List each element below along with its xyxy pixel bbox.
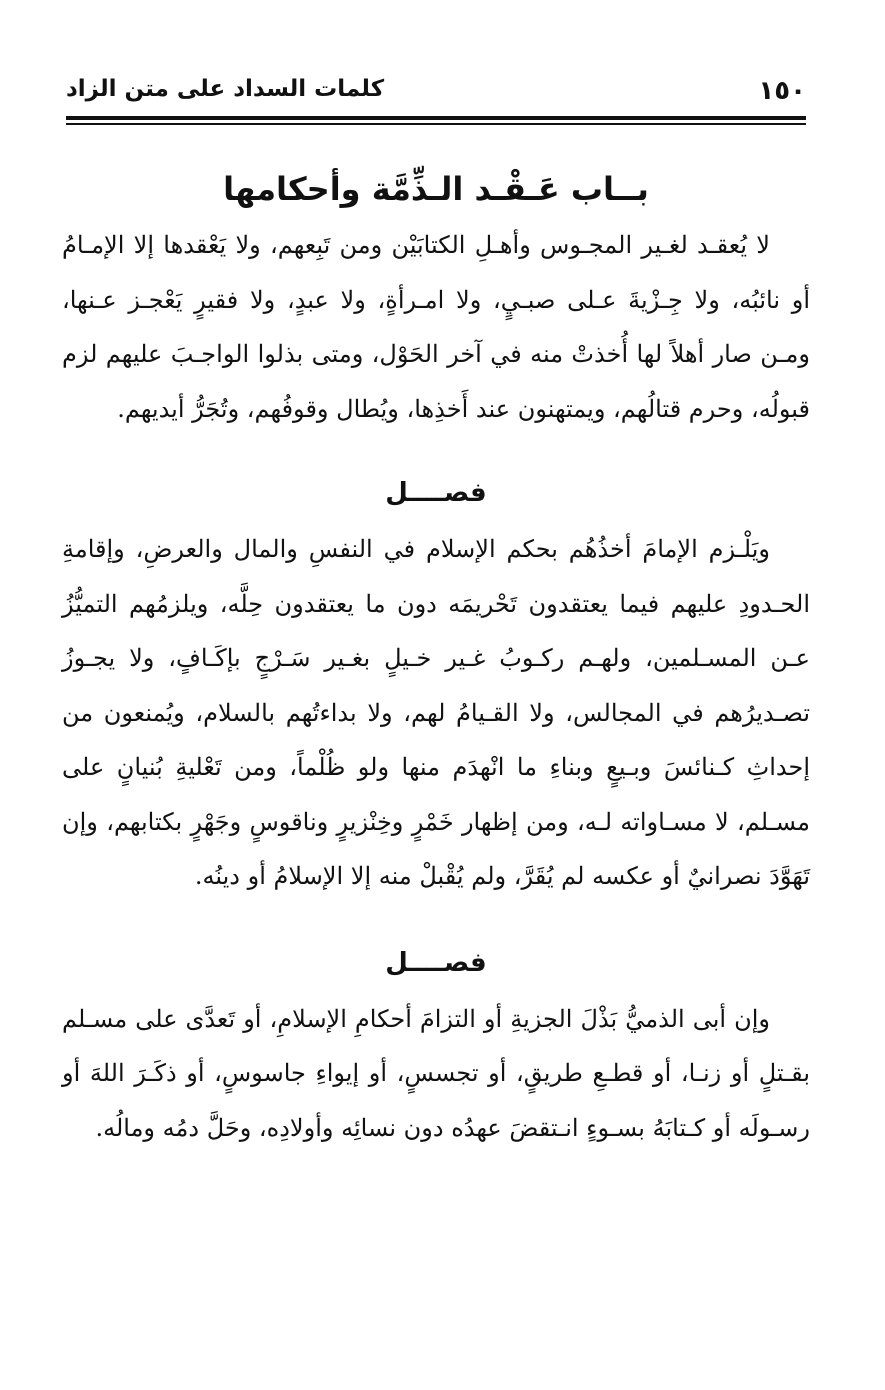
running-title: كلمات السداد على متن الزاد: [66, 76, 385, 102]
page-number: ١٥٠: [758, 76, 806, 106]
header-rule-thin: [66, 123, 806, 125]
section-gap: [62, 436, 810, 464]
section-2-paragraph: وإن أبى الذميُّ بَذْلَ الجزيةِ أو التزامَ أحكامِ الإسلامِ، أو تَعدَّى على مسـلم بقـتلٍ أو زنـا، أو قطـعِ طريقٍ، أو تجسسٍ، أو إيواءِ جاسوسٍ، أو ذكَـرَ اللهَ أو رسـولَه أو كـتابَهُ بسـوءٍ انـتقضَ عهدُه دون نسائِه وأولادِه، وحَلَّ دمُه ومالُه.: [62, 1004, 811, 1142]
section-2-title: فصــــل: [385, 947, 487, 978]
page-header: [66, 70, 806, 112]
section-1-title: فصــــل: [385, 478, 487, 508]
chapter-paragraph: لا يُعقـد لغـير المجـوس وأهـلِ الكتابَيْن ومن تَبِعهم، ولا يَعْقدها إلا الإمـامُ أو نائبُه، ولا جِـزْيةَ عـلى صبـيٍ، ولا امـرأةٍ، ولا عبدٍ، ولا فقيرٍ يَعْجـز عـنها، ومـن صار أهلاً لها أُخذتْ منه في آخر الحَوْل، ومتى بذلوا الواجـبَ عليهم لزم قبولُه، وحرم قتالُهم، ويمتهنون عند أَخذِها، ويُطال وقوفُهم، وتُجَرُّ أيديهم.: [62, 231, 810, 423]
section-gap: [62, 904, 810, 934]
page-body: [62, 160, 810, 1155]
section-1-paragraph: ويَلْـزم الإمامَ أخذُهُم بحكم الإسلام في النفسِ والمال والعرضِ، وإقامةِ الحـدودِ عليهم فيما يعتقدون تَحْريمَه دون ما يعتقدون حِلَّه، ويلزمُهم التميُّزُ عـن المسـلمين، ولهـم ركـوبُ غـير خـيلٍ بغـير سَـرْجٍ بإكَـافٍ، ولا يجـوزُ تصـديرُهم في المجالس، ولا القـيامُ لهم، ولا بداءتُهم بالسلام، ويُمنعون من إحداثِ كـنائسَ وبـيعٍ وبناءِ ما انْهدَم منها ولو ظُلْماً، ومن تَعْليةِ بُنيانٍ على مسـلم، لا مسـاواته لـه، ومن إظهار خَمْرٍ وخِنْزيرٍ وناقوسٍ وجَهْرٍ بكتابهم، وإن تَهَوَّدَ نصرانيٌ أو عكسه لم يُقَرَّ، ولم يُقْبلْ منه إلا الإسلامُ أو دينُه.: [62, 535, 810, 890]
header-rule-thick: [66, 116, 806, 120]
chapter-title: بــاب عَـقْـد الـذِّمَّة وأحكامها: [223, 170, 649, 208]
